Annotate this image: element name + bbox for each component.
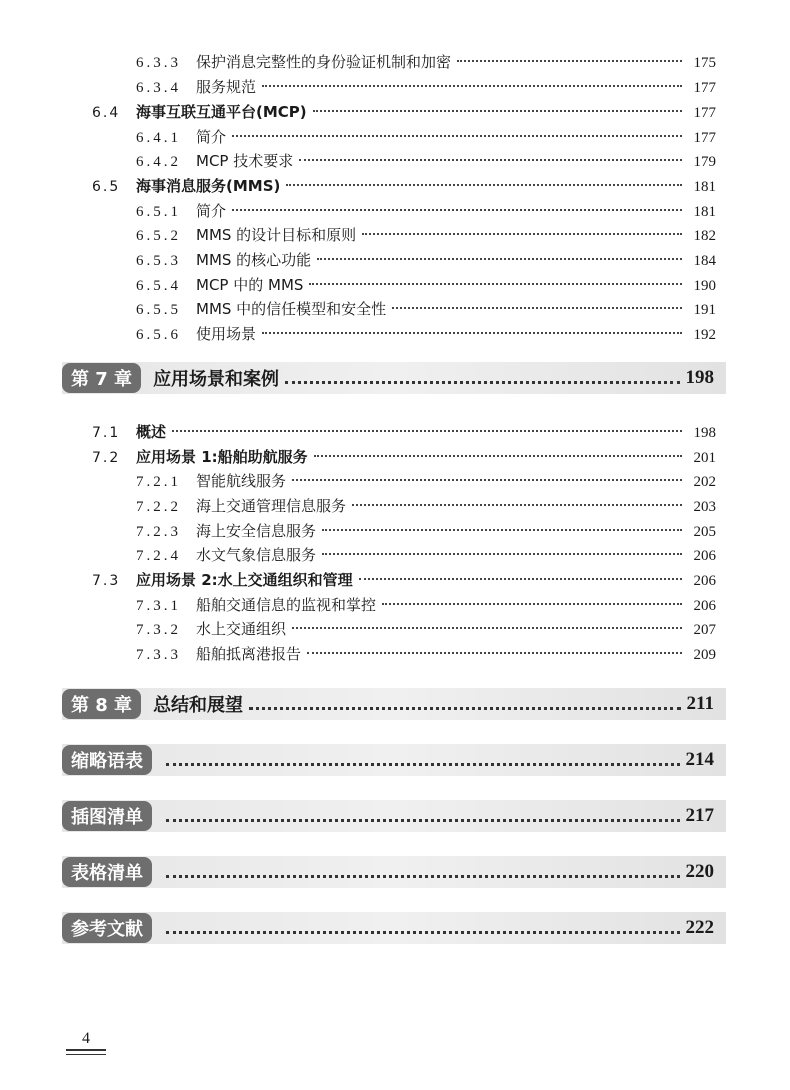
toc-entry-7-2-3[interactable] <box>136 521 716 542</box>
toc-entry-7-1[interactable] <box>92 422 716 443</box>
dot-leader <box>352 504 682 506</box>
entry-number: 6.5.4 <box>136 278 181 294</box>
dot-leader <box>292 627 682 629</box>
entry-number: 7.3.3 <box>136 647 181 663</box>
entry-page: 206 <box>693 598 716 614</box>
entry-title: 概述 <box>136 423 167 441</box>
dot-leader <box>286 184 682 186</box>
entry-number: 6.4.1 <box>136 130 181 146</box>
entry-title: 水上交通组织 <box>196 620 287 638</box>
chapter-page: 198 <box>685 367 714 388</box>
entry-title: MMS 中的信任模型和安全性 <box>196 300 387 318</box>
section-badge: 表格清单 <box>62 857 152 887</box>
entry-page: 192 <box>693 327 716 343</box>
entry-title: 使用场景 <box>196 325 257 343</box>
dot-leader <box>292 479 682 481</box>
dot-leader <box>285 381 679 384</box>
page-number: 4 <box>66 1030 106 1051</box>
dot-leader <box>317 258 682 260</box>
entry-number: 6.3.4 <box>136 80 181 96</box>
section-page: 222 <box>685 917 714 938</box>
toc-entry-6-5-6[interactable] <box>136 324 716 345</box>
entry-page: 181 <box>693 204 716 220</box>
entry-number: 7.3.2 <box>136 622 181 638</box>
toc-entry-7-2-2[interactable] <box>136 496 716 517</box>
entry-page: 177 <box>693 130 716 146</box>
chapter-title: 应用场景和案例 <box>153 369 280 390</box>
toc-entry-6-5-2[interactable] <box>136 225 716 246</box>
toc-entry-7-3-3[interactable] <box>136 644 716 665</box>
dot-leader <box>249 707 680 710</box>
dot-leader <box>322 529 682 531</box>
dot-leader <box>232 209 682 211</box>
chapter-title: 总结和展望 <box>153 695 244 716</box>
toc-entry-6-5[interactable] <box>92 176 716 197</box>
entry-title: MMS 的核心功能 <box>196 251 312 269</box>
dot-leader <box>262 85 682 87</box>
toc-entry-6-5-4[interactable] <box>136 275 716 296</box>
entry-page: 198 <box>693 425 716 441</box>
toc-entry-6-4-2[interactable] <box>136 151 716 172</box>
toc-entry-7-3-1[interactable] <box>136 595 716 616</box>
entry-page: 182 <box>693 228 716 244</box>
chapter-badge: 第 7 章 <box>62 363 141 393</box>
section-page: 217 <box>685 805 714 826</box>
entry-page: 205 <box>693 524 716 540</box>
section-page: 220 <box>685 861 714 882</box>
footer-rule <box>66 1054 106 1055</box>
dot-leader <box>166 875 680 878</box>
entry-title: 水文气象信息服务 <box>196 546 317 564</box>
chapter-8-heading[interactable] <box>62 688 726 720</box>
entry-title: 智能航线服务 <box>196 472 287 490</box>
entry-page: 191 <box>693 302 716 318</box>
toc-entry-7-2-4[interactable] <box>136 545 716 566</box>
entry-page: 209 <box>693 647 716 663</box>
section-page: 214 <box>685 749 714 770</box>
entry-title: 海事互联互通平台(MCP) <box>136 103 307 121</box>
chapter-page: 211 <box>686 693 714 714</box>
entry-title: MMS 的设计目标和原则 <box>196 226 357 244</box>
entry-title: 海事消息服务(MMS) <box>136 177 281 195</box>
section-badge: 缩略语表 <box>62 745 152 775</box>
section-badge: 参考文献 <box>62 913 152 943</box>
entry-page: 207 <box>693 622 716 638</box>
entry-title: 应用场景 2:水上交通组织和管理 <box>136 571 353 589</box>
abbreviations-heading[interactable] <box>62 744 726 776</box>
section-badge: 插图清单 <box>62 801 152 831</box>
entry-number: 7.2.3 <box>136 524 181 540</box>
references-heading[interactable] <box>62 912 726 944</box>
entry-number: 6.3.3 <box>136 55 181 71</box>
entry-page: 201 <box>693 450 716 466</box>
entry-number: 7.2.4 <box>136 548 181 564</box>
toc-entry-6-3-4[interactable] <box>136 77 716 98</box>
entry-page: 206 <box>693 573 716 589</box>
entry-number: 6.5.3 <box>136 253 181 269</box>
entry-number: 6.5.1 <box>136 204 181 220</box>
entry-title: 服务规范 <box>196 78 257 96</box>
entry-number: 7.1 <box>92 425 121 441</box>
dot-leader <box>307 652 682 654</box>
entry-number: 7.2 <box>92 450 121 466</box>
entry-page: 175 <box>693 55 716 71</box>
entry-title: 应用场景 1:船舶助航服务 <box>136 448 308 466</box>
dot-leader <box>392 307 682 309</box>
dot-leader <box>313 110 682 112</box>
entry-title: 船舶抵离港报告 <box>196 645 302 663</box>
dot-leader <box>262 332 682 334</box>
entry-page: 177 <box>693 80 716 96</box>
entry-title: MCP 技术要求 <box>196 152 294 170</box>
entry-number: 6.5.2 <box>136 228 181 244</box>
entry-page: 179 <box>693 154 716 170</box>
dot-leader <box>322 553 682 555</box>
chapter-badge: 第 8 章 <box>62 689 141 719</box>
entry-page: 203 <box>693 499 716 515</box>
entry-title: MCP 中的 MMS <box>196 276 304 294</box>
chapter-7-heading[interactable] <box>62 362 726 394</box>
toc-entry-7-3-2[interactable] <box>136 619 716 640</box>
toc-entry-7-2-1[interactable] <box>136 471 716 492</box>
entry-title: 船舶交通信息的监视和掌控 <box>196 596 377 614</box>
entry-title: 海上安全信息服务 <box>196 522 317 540</box>
figures-list-heading[interactable] <box>62 800 726 832</box>
dot-leader <box>232 135 682 137</box>
toc-entry-6-5-1[interactable] <box>136 201 716 222</box>
entry-number: 7.2.1 <box>136 474 181 490</box>
entry-number: 7.3 <box>92 573 121 589</box>
dot-leader <box>457 60 682 62</box>
entry-title: 简介 <box>196 202 227 220</box>
entry-number: 6.4.2 <box>136 154 181 170</box>
entry-page: 202 <box>693 474 716 490</box>
tables-list-heading[interactable] <box>62 856 726 888</box>
entry-number: 6.5.5 <box>136 302 181 318</box>
dot-leader <box>166 931 680 934</box>
toc-entry-6-4[interactable] <box>92 102 716 123</box>
dot-leader <box>299 159 682 161</box>
toc-entry-6-5-5[interactable] <box>136 299 716 320</box>
dot-leader <box>309 283 682 285</box>
entry-number: 6.5.6 <box>136 327 181 343</box>
entry-number: 6.4 <box>92 105 121 121</box>
entry-page: 206 <box>693 548 716 564</box>
dot-leader <box>382 603 682 605</box>
entry-number: 7.2.2 <box>136 499 181 515</box>
toc-entry-6-4-1[interactable] <box>136 127 716 148</box>
entry-page: 190 <box>693 278 716 294</box>
toc-entry-6-5-3[interactable] <box>136 250 716 271</box>
entry-page: 184 <box>693 253 716 269</box>
entry-title: 保护消息完整性的身份验证机制和加密 <box>196 53 452 71</box>
dot-leader <box>166 763 680 766</box>
entry-page: 177 <box>693 105 716 121</box>
toc-entry-7-2[interactable] <box>92 447 716 468</box>
dot-leader <box>362 233 682 235</box>
entry-page: 181 <box>693 179 716 195</box>
dot-leader <box>314 455 682 457</box>
toc-entry-7-3[interactable] <box>92 570 716 591</box>
toc-entry-6-3-3[interactable] <box>136 52 716 73</box>
dot-leader <box>166 819 680 822</box>
dot-leader <box>359 578 682 580</box>
entry-number: 6.5 <box>92 179 121 195</box>
entry-title: 简介 <box>196 128 227 146</box>
dot-leader <box>172 430 682 432</box>
entry-title: 海上交通管理信息服务 <box>196 497 347 515</box>
entry-number: 7.3.1 <box>136 598 181 614</box>
